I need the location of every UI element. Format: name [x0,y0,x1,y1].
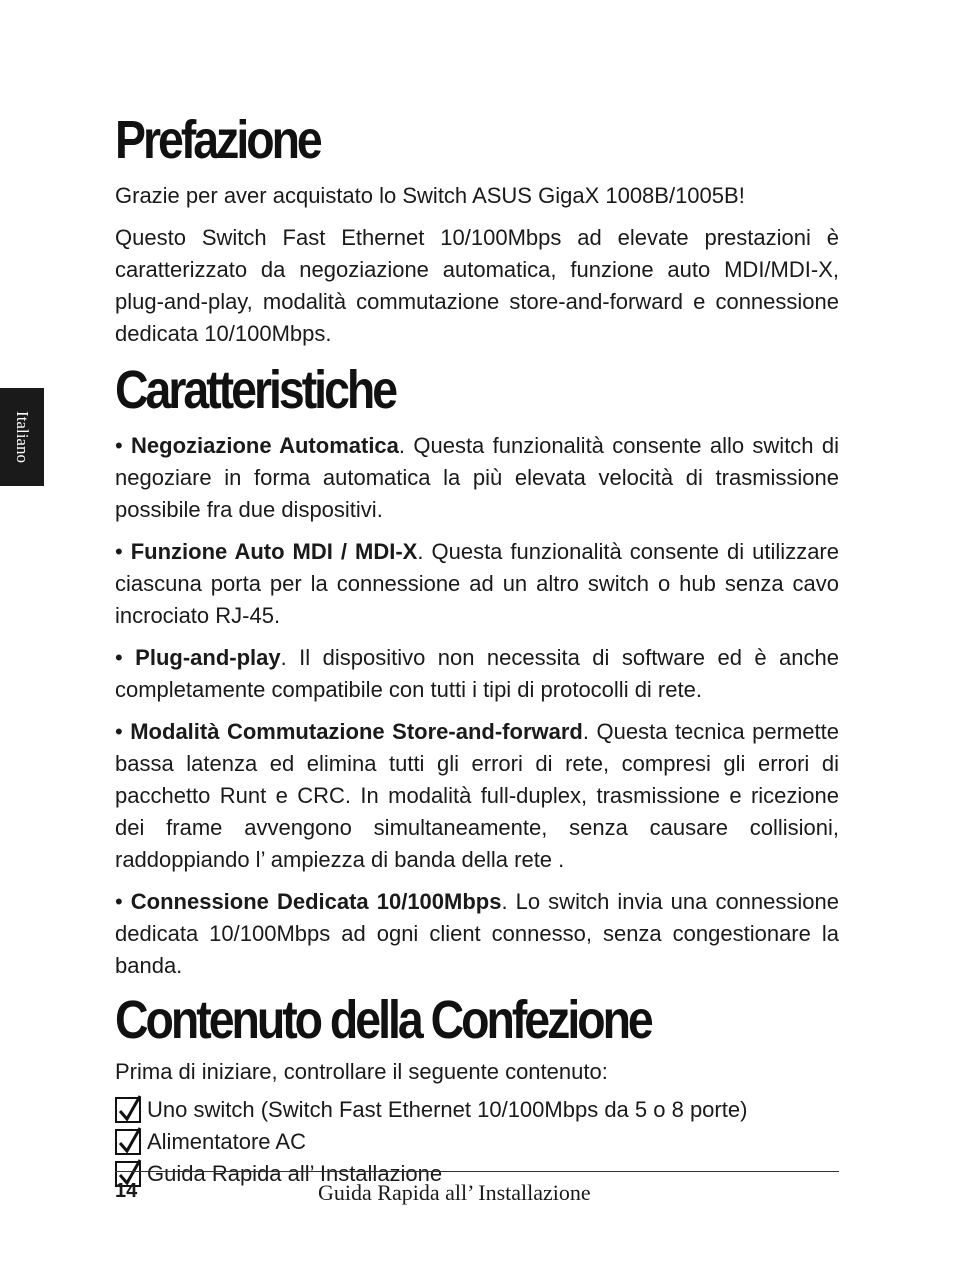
thanks-prefix: Grazie per aver acquistato lo [115,183,403,208]
feature-item: • Negoziazione Automatica. Questa funzionalità consente allo switch di negoziare in forma automatica la più elevata velocità di trasmissione possibile fra due dispositivi. [115,433,839,522]
feature-name: Funzione Auto MDI / MDI-X [130,539,418,564]
feature-name: Negoziazione Automatica [131,433,399,458]
page-number: 14 [115,1180,138,1202]
feature-item: • Funzione Auto MDI / MDI-X. Questa funzionalità consente di utilizzare ciascuna porta per la connessione ad un altro switch o hub senza cavo incrociato RJ-45. [115,539,839,628]
preface-heading: Prefazione [115,110,320,170]
description-paragraph: Questo Switch Fast Ethernet 10/100Mbps ad elevate prestazioni è caratterizzato da negoziazione automatica, funzione auto MDI/MDI-X, plug-and-play, modalità commutazione store-and-forward e connessione dedicata 10/100Mbps. [115,225,839,346]
feature-name: Modalità Commutazione Store-and-forward [130,719,583,744]
contents-heading: Contenuto della Confezione [115,990,651,1050]
feature-item: • Modalità Commutazione Store-and-forward. Questa tecnica permette bassa latenza ed elimina tutti gli errori di rete, compresi gli errori di pacchetto Runt e CRC. In modalità full-duplex, trasmissione e ricezione dei frame avvengono simultaneamente, senza causare collisioni, raddoppiando l’ ampiezza di banda della rete . [115,719,839,872]
feature-text: . Questa tecnica permette bassa latenza ed elimina tutti gli errori di rete, compresi gli errori di pacchetto Runt e CRC. In modalità full-duplex, trasmissione e ricezione dei frame avvengono simultaneamente, senza causare collisioni, raddoppiando l’ ampiezza di banda della rete . [115,719,839,872]
feature-item: • Connessione Dedicata 10/100Mbps. Lo switch invia una connessione dedicata 10/100Mbps ad ogni client connesso, senza congestionare la banda. [115,889,839,978]
feature-text: . Questa funzionalità consente di utilizzare ciascuna porta per la connessione ad un altro switch o hub senza cavo incrociato RJ-45. [115,539,839,628]
checklist-label: Alimentatore AC [147,1129,306,1154]
contents-intro: Prima di iniziare, controllare il seguente contenuto: [115,1059,608,1084]
page-content [115,108,839,1190]
feature-name: Connessione Dedicata 10/100Mbps [130,889,502,914]
features-heading: Caratteristiche [115,360,396,420]
checkmark-icon [115,1129,141,1155]
feature-item: • Plug-and-play. Il dispositivo non necessita di software ed è anche completamente compatibile con tutti i tipi di protocolli di rete. [115,645,839,702]
checklist-item [115,1126,839,1158]
checkmark-icon [115,1097,141,1123]
checklist-label: Uno switch (Switch Fast Ethernet 10/100Mbps da 5 o 8 porte) [147,1097,748,1122]
feature-text: . Il dispositivo non necessita di software ed è anche completamente compatibile con tutti i tipi di protocolli di rete. [115,645,839,702]
product-name: Switch ASUS GigaX 1008B/1005B! [402,183,745,208]
footer-divider [115,1171,839,1172]
contents-checklist [115,1094,839,1190]
footer-title: Guida Rapida all’ Installazione [318,1180,591,1205]
language-label: Italiano [13,411,33,463]
checklist-item [115,1094,839,1126]
feature-text: . Questa funzionalità consente allo switch di negoziare in forma automatica la più elevata velocità di trasmissione possibile fra due dispositivi. [115,433,839,522]
feature-name: Plug-and-play [135,645,281,670]
thanks-paragraph [115,180,839,212]
checklist-label: Guida Rapida all’ Installazione [147,1161,443,1186]
feature-text: . Lo switch invia una connessione dedicata 10/100Mbps ad ogni client connesso, senza congestionare la banda. [115,889,839,978]
language-tab [0,388,44,486]
